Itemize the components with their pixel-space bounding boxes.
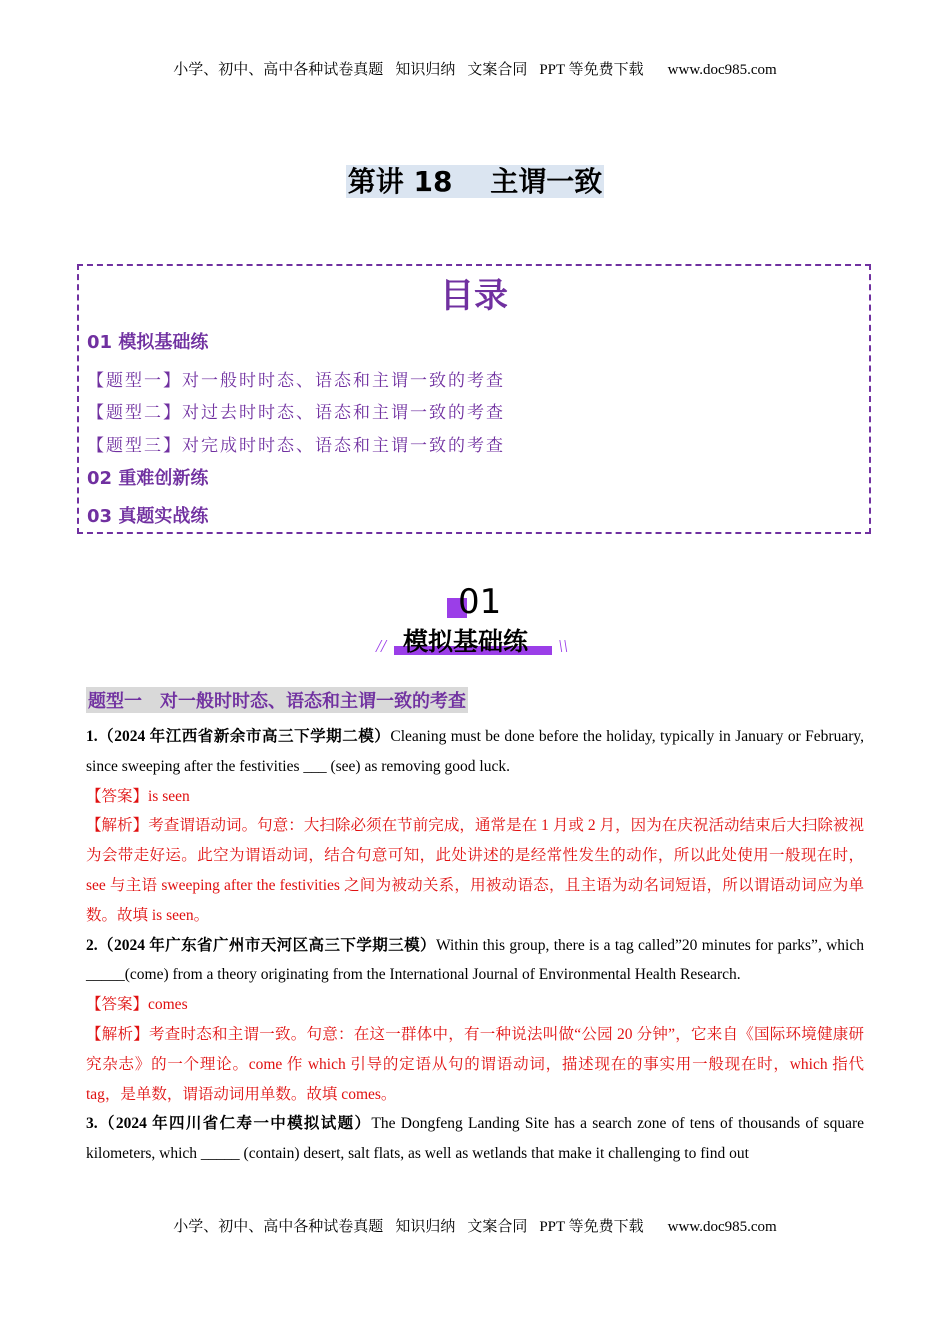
toc-item[interactable]: 【题型三】对完成时时态、语态和主谓一致的考查: [87, 436, 505, 455]
header-text: 知识归纳: [395, 62, 456, 78]
footer-text: PPT 等免费下载: [539, 1219, 644, 1235]
toc-section[interactable]: 02 重难创新练: [87, 468, 209, 489]
toc-heading: 目录: [440, 276, 508, 316]
header-text: 文案合同: [467, 62, 528, 78]
question: [86, 931, 864, 991]
question-list: [86, 722, 864, 1169]
question-source: 2.（2024 年广东省广州市天河区高三下学期三模）: [86, 936, 436, 954]
footer-link[interactable]: www.doc985.com: [667, 1219, 777, 1235]
slash-decoration-icon: //: [376, 636, 387, 656]
answer: 【答案】is seen: [86, 787, 190, 805]
section-name: 模拟基础练: [403, 627, 529, 656]
page-title: [0, 160, 950, 200]
toc-section[interactable]: 01 模拟基础练: [87, 332, 209, 353]
analysis: 【解析】考查时态和主谓一致。句意：在这一群体中，有一种说法叫做“公园 20 分钟”，它来自《国际环境健康研究杂志》的一个理论。come 作 which 引导的定语从句的谓语动词，描述现在的事实用一般现在时，which 指代 tag，是单数，谓语动词用单数。故填 comes。: [86, 1025, 864, 1103]
page-header: [0, 58, 950, 79]
question-source: 3.（2024 年四川省仁寿一中模拟试题）: [86, 1115, 372, 1133]
backslash-decoration-icon: \\: [558, 636, 569, 656]
question: [86, 722, 864, 782]
toc-item[interactable]: 【题型二】对过去时时态、语态和主谓一致的考查: [87, 403, 505, 422]
header-link[interactable]: www.doc985.com: [667, 62, 777, 78]
page-footer: [0, 1215, 950, 1236]
question-source: 1.（2024 年江西省新余市高三下学期二模）: [86, 728, 391, 745]
title-text: 第讲 18 主谓一致: [347, 165, 603, 198]
question-type-heading: 题型一 对一般时时态、语态和主谓一致的考查: [86, 687, 468, 713]
toc-section[interactable]: 03 真题实战练: [87, 506, 209, 527]
analysis: 【解析】考查谓语动词。句意：大扫除必须在节前完成，通常是在 1 月或 2 月，因为在庆祝活动结束后大扫除被视为会带走好运。此空为谓语动词，结合句意可知，此处讲述的是经常性发生的动作，所以此处使用一般现在时，see 与主语 sweeping after the festivities 之间为被动关系，用被动语态，且主语为动名词短语，所以谓语动词应为单数。故填 is seen。: [86, 817, 864, 924]
question-text: Cleaning must be done before the holiday, typically in January or February, since sweeping after the festivities ___ (see) as removing good luck.: [86, 728, 864, 775]
footer-text: 小学、初中、高中各种试卷真题: [173, 1219, 384, 1235]
header-text: 小学、初中、高中各种试卷真题: [173, 62, 384, 78]
section-number: 01: [458, 582, 502, 622]
footer-text: 文案合同: [467, 1219, 528, 1235]
table-of-contents: [77, 264, 871, 534]
header-text: PPT 等免费下载: [539, 62, 644, 78]
footer-text: 知识归纳: [395, 1219, 456, 1235]
toc-item[interactable]: 【题型一】对一般时时态、语态和主谓一致的考查: [87, 371, 505, 390]
question-text: Within this group, there is a tag called”20 minutes for parks”, which _____(come) from a theory originating from the International Journal of Environmental Health Research.: [86, 936, 864, 984]
question: [86, 1109, 864, 1169]
answer: 【答案】comes: [86, 996, 188, 1014]
question-text: The Dongfeng Landing Site has a search zone of tens of thousands of square kilometers, which _____ (contain) desert, salt flats, as well as wetlands that make it challenging to find out: [86, 1115, 864, 1163]
